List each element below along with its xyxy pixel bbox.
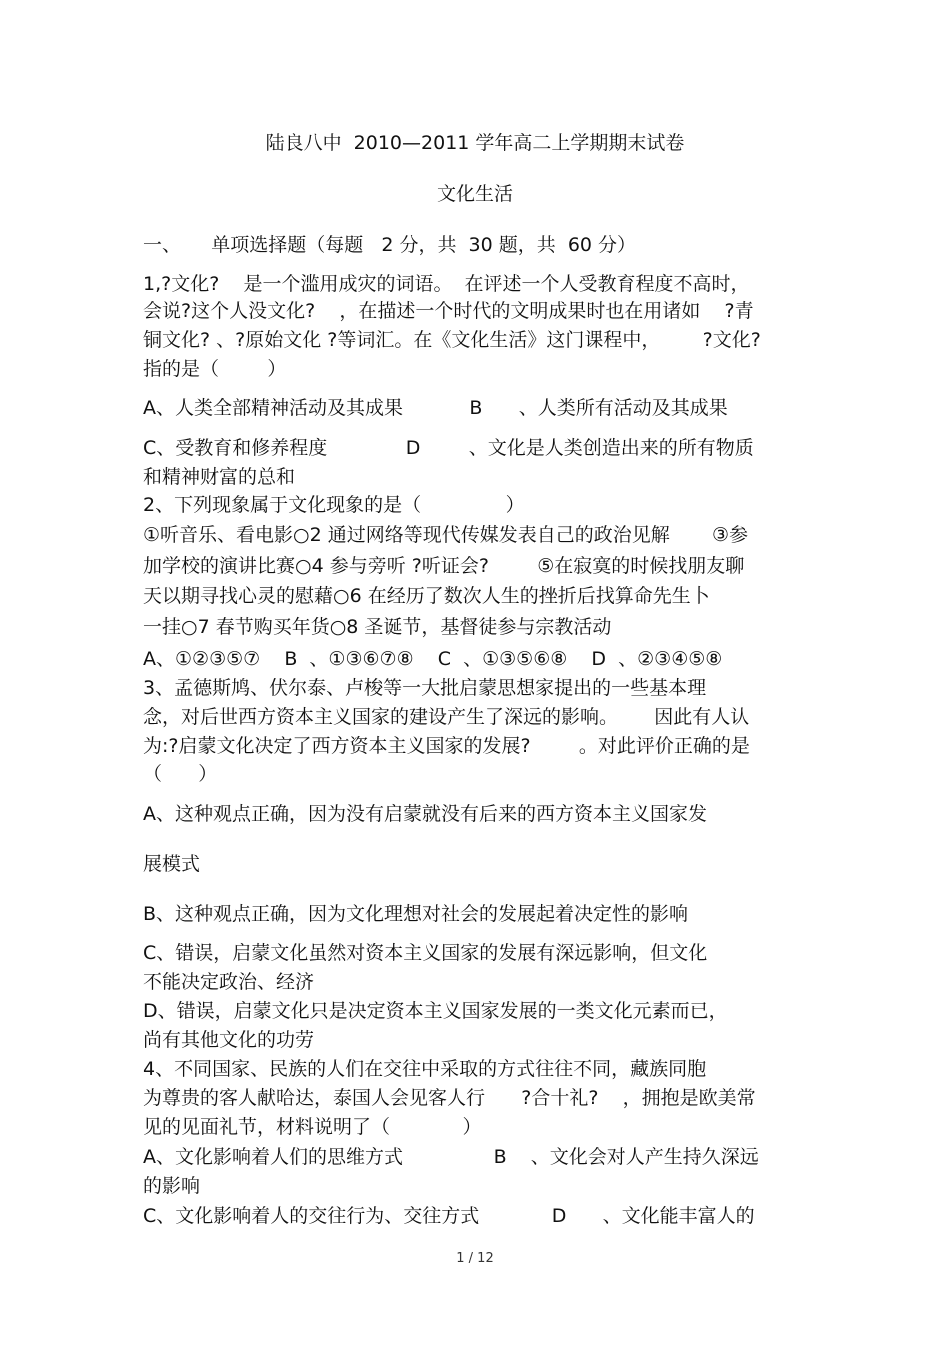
text-line: 不能决定政治、经济 <box>143 971 315 993</box>
page-title: 陆良八中 2010—2011 学年高二上学期期末试卷 <box>265 132 685 154</box>
text-line: （ ） <box>143 763 218 785</box>
option-line: A、文化影响着人们的思维方式 B 、文化会对人产生持久深远 <box>143 1146 759 1168</box>
option-line: D、错误，启蒙文化只是决定资本主义国家发展的一类文化元素而已， <box>143 1000 728 1022</box>
question-line: 3、孟德斯鸠、伏尔泰、卢梭等一大批启蒙思想家提出的一些基本理 <box>143 677 707 699</box>
option-line: B、这种观点正确，因为文化理想对社会的发展起着决定性的影响 <box>143 903 689 925</box>
text-line: 为:?启蒙文化决定了西方资本主义国家的发展? 。对此评价正确的是 <box>143 735 750 757</box>
question-line: 2、下列现象属于文化现象的是（ ） <box>143 494 525 516</box>
page-number: 1 / 12 <box>456 1251 494 1266</box>
text-line: 为尊贵的客人献哈达，泰国人会见客人行 ?合十礼? ，拥抱是欧美常 <box>143 1087 756 1109</box>
option-line: A、人类全部精神活动及其成果 B 、人类所有活动及其成果 <box>143 397 728 419</box>
section-heading: 一、 单项选择题（每题 2 分，共 30 题，共 60 分） <box>143 234 637 256</box>
text-line: 和精神财富的总和 <box>143 466 296 488</box>
text-line: 一挂○7 春节购买年货○8 圣诞节，基督徒参与宗教活动 <box>143 616 612 638</box>
option-line: A、这种观点正确，因为没有启蒙就没有后来的西方资本主义国家发 <box>143 803 707 825</box>
option-line: C、错误，启蒙文化虽然对资本主义国家的发展有深远影响，但文化 <box>143 942 708 964</box>
option-line: A、①②③⑤⑦ B 、①③⑥⑦⑧ C 、①③⑤⑥⑧ D 、②③④⑤⑧ <box>143 648 723 670</box>
page-subtitle: 文化生活 <box>436 183 513 205</box>
option-line: C、文化影响着人的交往行为、交往方式 D 、文化能丰富人的 <box>143 1205 755 1227</box>
question-line: 4、不同国家、民族的人们在交往中采取的方式往往不同，藏族同胞 <box>143 1058 707 1080</box>
text-line: 加学校的演讲比赛○4 参与旁听 ?听证会? ⑤在寂寞的时候找朋友聊 <box>143 555 745 577</box>
text-line: 念，对后世西方资本主义国家的建设产生了深远的影响。 因此有人认 <box>143 706 750 728</box>
text-line: 见的见面礼节，材料说明了（ ） <box>143 1116 482 1138</box>
text-line: 会说?这个人没文化? ，在描述一个时代的文明成果时也在用诸如 ?青 <box>143 300 754 322</box>
text-line: ①听音乐、看电影○2 通过网络等现代传媒发表自己的政治见解 ③参 <box>143 524 749 546</box>
text-line: 天以期寻找心灵的慰藉○6 在经历了数次人生的挫折后找算命先生卜 <box>143 585 710 607</box>
text-line: 指的是（ ） <box>143 358 287 380</box>
text-line: 尚有其他文化的功劳 <box>143 1029 315 1051</box>
text-line: 展模式 <box>143 853 201 875</box>
text-line: 铜文化? 、?原始文化 ?等词汇。在《文化生活》这门课程中， ?文化? <box>143 329 761 351</box>
option-line: C、受教育和修养程度 D 、文化是人类创造出来的所有物质 <box>143 437 754 459</box>
text-line: 1,?文化? 是一个滥用成灾的词语。 在评述一个人受教育程度不高时， <box>143 273 750 295</box>
text-line: 的影响 <box>143 1175 201 1197</box>
